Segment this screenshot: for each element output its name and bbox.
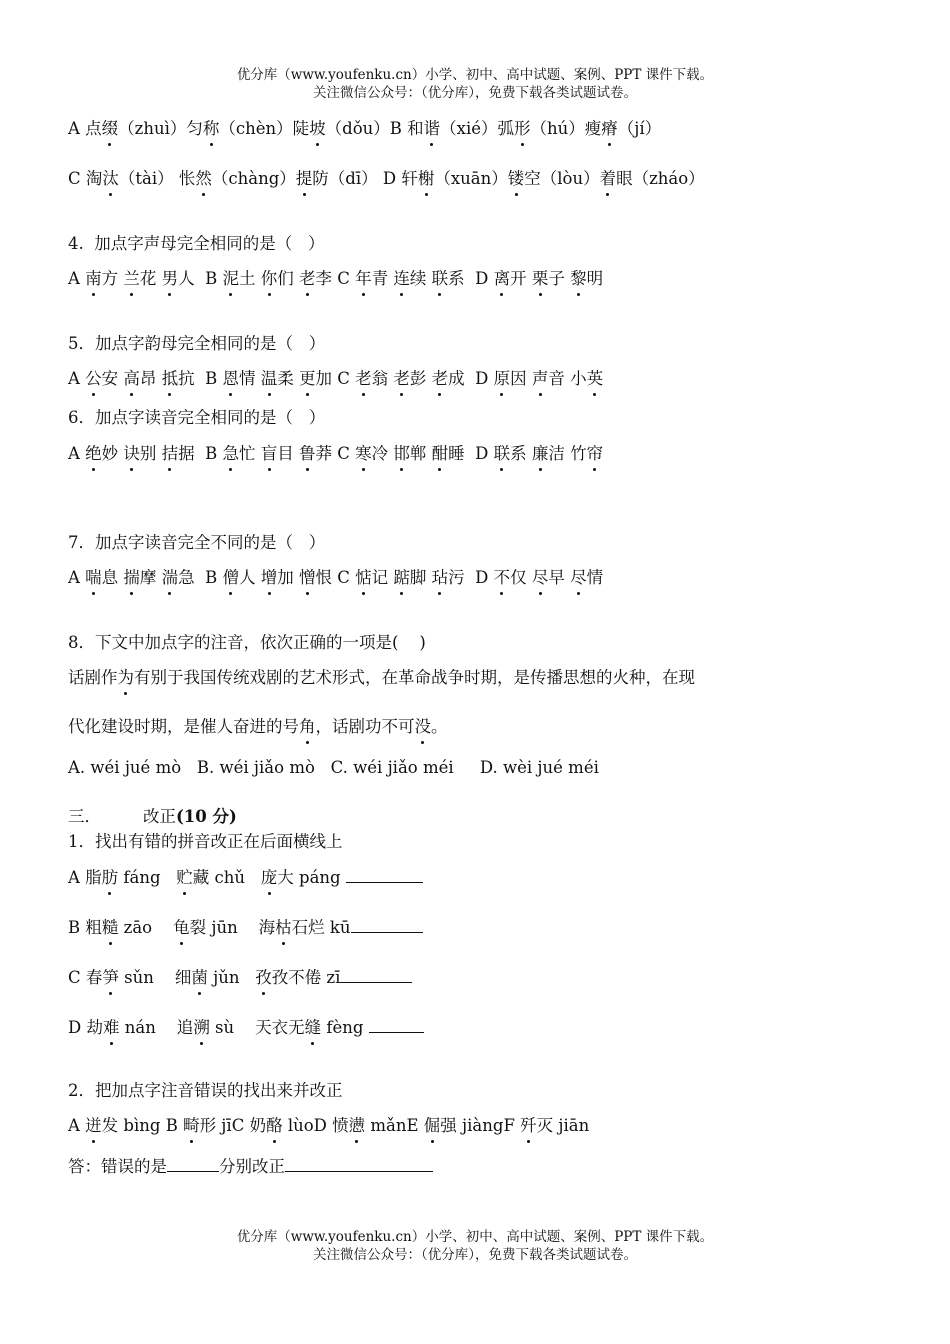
dotted-character: 兰 bbox=[123, 269, 140, 288]
text-run: jǔn bbox=[207, 968, 256, 987]
page-header bbox=[0, 66, 950, 102]
dotted-character: 高 bbox=[123, 369, 140, 388]
dotted-character: 溯 bbox=[193, 1018, 210, 1037]
text-run: A bbox=[68, 119, 86, 138]
text-run: 早 bbox=[548, 568, 571, 587]
dotted-character: 帘 bbox=[586, 444, 604, 463]
dotted-character: 公 bbox=[85, 369, 102, 388]
text-run: C bbox=[68, 169, 86, 188]
text-run: 明 bbox=[586, 269, 604, 288]
text-run: (10 分) bbox=[175, 807, 237, 826]
text-run: 1．找出有错的拼音改正在后面横线上 bbox=[68, 832, 343, 851]
text-run: 人 B bbox=[178, 269, 223, 288]
text-run: 忙 bbox=[239, 444, 261, 463]
dotted-character: 急 bbox=[222, 444, 240, 463]
text-run: 孜不倦 zī bbox=[271, 968, 341, 987]
text-run: 8．下文中加点字的注音，依次正确的一项是( ) bbox=[68, 633, 426, 652]
text-run: 洁 竹 bbox=[548, 444, 587, 463]
text-run: 答：错误的是 bbox=[68, 1157, 167, 1176]
text-run: sù 天衣无 bbox=[209, 1018, 305, 1037]
dotted-character: 坡 bbox=[309, 119, 326, 138]
text-run: 李 C bbox=[315, 269, 356, 288]
text-run: 开 bbox=[510, 269, 532, 288]
text-run: 摩 bbox=[139, 568, 162, 587]
text-run: 加 bbox=[277, 568, 300, 587]
text-run: 方 bbox=[101, 269, 124, 288]
text-run: 系 D bbox=[448, 269, 494, 288]
text-run: 情 bbox=[239, 369, 261, 388]
dotted-character: 温 bbox=[260, 369, 278, 388]
dotted-character: 迸 bbox=[85, 1116, 102, 1135]
text-run: nán 追 bbox=[119, 1018, 194, 1037]
dotted-character: 庞 bbox=[260, 868, 278, 887]
text-run: 5．加点字韵母完全相同的是（ ） bbox=[68, 334, 326, 353]
text-run: fèng bbox=[321, 1018, 369, 1037]
dotted-character: 拮 bbox=[161, 444, 179, 463]
text-run: A bbox=[68, 369, 86, 388]
text-run: 翁 bbox=[371, 369, 394, 388]
dotted-character: 提 bbox=[295, 169, 313, 188]
answer-blank[interactable] bbox=[351, 916, 423, 933]
text-run: C 春 bbox=[68, 968, 103, 987]
text-run: zāo bbox=[118, 918, 174, 937]
text-run: 青 bbox=[371, 269, 394, 288]
text-run: A bbox=[68, 444, 86, 463]
text-run: 仅 bbox=[510, 568, 532, 587]
text-run: 2．把加点字注音错误的找出来并改正 bbox=[68, 1081, 343, 1100]
text-run: A 脂 bbox=[68, 868, 102, 887]
text-run: 情 bbox=[586, 568, 604, 587]
q6-prompt bbox=[68, 407, 325, 429]
q8-choices bbox=[68, 757, 599, 779]
text-run: 眼（zháo） bbox=[616, 169, 705, 188]
dotted-character: 老 bbox=[393, 369, 410, 388]
text-run: 空（lòu） bbox=[524, 169, 600, 188]
dotted-character: 没 bbox=[414, 717, 431, 736]
text-run: 息 bbox=[101, 568, 124, 587]
text-run: 目 bbox=[277, 444, 300, 463]
text-run: 续 bbox=[409, 269, 432, 288]
dotted-character: 谐 bbox=[423, 119, 441, 138]
section-3-q1-d bbox=[68, 1016, 424, 1039]
text-run: 子 bbox=[548, 269, 571, 288]
dotted-character: 尽 bbox=[531, 568, 549, 587]
text-run: （chèn）陡 bbox=[219, 119, 310, 138]
dotted-character: 肪 bbox=[101, 868, 119, 887]
answer-blank[interactable] bbox=[285, 1155, 433, 1172]
q8-prompt bbox=[68, 632, 426, 654]
dotted-character: 诀 bbox=[123, 444, 140, 463]
dotted-character: 尽 bbox=[570, 568, 587, 587]
dotted-character: 着 bbox=[599, 169, 617, 188]
q5-options bbox=[68, 368, 603, 390]
text-run: 记 bbox=[371, 568, 394, 587]
answer-blank[interactable] bbox=[340, 966, 412, 983]
text-run: 莽 C bbox=[315, 444, 356, 463]
dotted-character: 然 bbox=[195, 169, 212, 188]
dotted-character: 喘 bbox=[85, 568, 102, 587]
text-run: 音 小 bbox=[548, 369, 587, 388]
dotted-character: 镂 bbox=[507, 169, 525, 188]
page-footer-line-2: 关注微信公众号：（优分库），免费下载各类试题试卷。 bbox=[313, 1247, 637, 1263]
text-run: 石烂 kū bbox=[291, 918, 351, 937]
text-run: 妙 bbox=[101, 444, 124, 463]
dotted-character: 联 bbox=[493, 444, 511, 463]
text-run: A bbox=[68, 269, 86, 288]
dotted-character: 廉 bbox=[531, 444, 549, 463]
text-run: 藏 chǔ bbox=[192, 868, 261, 887]
dotted-character: 老 bbox=[299, 269, 316, 288]
dotted-character: 酣 bbox=[431, 444, 449, 463]
dotted-character: 懑 bbox=[348, 1116, 366, 1135]
dotted-character: 增 bbox=[260, 568, 278, 587]
dotted-character: 畸 bbox=[183, 1116, 200, 1135]
text-run: 别 bbox=[139, 444, 162, 463]
dotted-character: 笋 bbox=[102, 968, 119, 987]
text-run: 大 páng bbox=[277, 868, 346, 887]
text-run: 有别于我国传统戏剧的艺术形式，在革命战争时期，是传播思想的火种，在现 bbox=[134, 668, 695, 687]
dotted-character: 南 bbox=[85, 269, 102, 288]
q2-options-cd bbox=[68, 168, 705, 190]
text-run: 彭 bbox=[409, 369, 432, 388]
text-run: 恨 C bbox=[315, 568, 356, 587]
dotted-character: 汰 bbox=[102, 169, 119, 188]
q6-options bbox=[68, 443, 603, 465]
text-run: （xuān） bbox=[434, 169, 508, 188]
dotted-character: 盲 bbox=[260, 444, 278, 463]
text-run: （zhuì）匀 bbox=[118, 119, 203, 138]
dotted-character: 龟 bbox=[173, 918, 190, 937]
dotted-character: 歼 bbox=[520, 1116, 537, 1135]
dotted-character: 菌 bbox=[191, 968, 208, 987]
text-run: 分别改正 bbox=[219, 1157, 285, 1176]
text-run: 灭 jiān bbox=[536, 1116, 590, 1135]
dotted-character: 男 bbox=[161, 269, 179, 288]
dotted-character: 你 bbox=[260, 269, 278, 288]
text-run: （dǒu）B 和 bbox=[325, 119, 424, 138]
dotted-character: 为 bbox=[117, 668, 134, 687]
dotted-character: 英 bbox=[586, 369, 604, 388]
text-run: A. wéi jué mò B. wéi jiǎo mò C. wéi jiǎo méi D. wèi jué méi bbox=[68, 758, 599, 777]
q8-passage-line-1 bbox=[68, 667, 695, 689]
text-run: 淘 bbox=[85, 169, 103, 188]
dotted-character: 黎 bbox=[570, 269, 587, 288]
text-run: 形 jīC 奶 bbox=[199, 1116, 267, 1135]
dotted-character: 抵 bbox=[161, 369, 179, 388]
text-run: 昂 bbox=[139, 369, 162, 388]
dotted-character: 年 bbox=[355, 269, 372, 288]
text-run: D 劫 bbox=[68, 1018, 103, 1037]
dotted-character: 不 bbox=[493, 568, 511, 587]
dotted-character: 邯 bbox=[393, 444, 410, 463]
text-run: ，话剧功不可 bbox=[315, 717, 415, 736]
section-3-q1-prompt bbox=[68, 831, 343, 853]
text-run: 脚 bbox=[409, 568, 432, 587]
text-run: 郸 bbox=[409, 444, 432, 463]
text-run: 柔 bbox=[277, 369, 300, 388]
dotted-character: 倔 bbox=[423, 1116, 441, 1135]
text-run: 人 bbox=[239, 568, 261, 587]
text-run: 点 bbox=[85, 119, 102, 138]
q7-options bbox=[68, 567, 603, 589]
dotted-character: 寒 bbox=[355, 444, 372, 463]
text-run: 发 bìng B bbox=[101, 1116, 184, 1135]
answer-blank[interactable] bbox=[167, 1155, 219, 1172]
text-run: 系 bbox=[510, 444, 532, 463]
dotted-character: 玷 bbox=[431, 568, 449, 587]
dotted-character: 称 bbox=[202, 119, 220, 138]
dotted-character: 原 bbox=[493, 369, 511, 388]
text-run: （xié）弧 bbox=[440, 119, 515, 138]
text-run: 冷 bbox=[371, 444, 394, 463]
dotted-character: 糙 bbox=[101, 918, 119, 937]
section-3-q1-c bbox=[68, 966, 412, 989]
dotted-character: 湍 bbox=[161, 568, 179, 587]
dotted-character: 惦 bbox=[355, 568, 372, 587]
text-run: 7．加点字读音完全不同的是（ ） bbox=[68, 533, 326, 552]
text-run: 土 bbox=[239, 269, 261, 288]
dotted-character: 老 bbox=[431, 369, 449, 388]
section-3-q1-a bbox=[68, 866, 423, 889]
text-run: 加 C bbox=[315, 369, 356, 388]
text-run: 三． 改正 bbox=[68, 807, 176, 826]
section-3-q2-items bbox=[68, 1115, 589, 1137]
dotted-character: 泥 bbox=[222, 269, 240, 288]
page-footer bbox=[0, 1228, 950, 1264]
dotted-character: 酪 bbox=[266, 1116, 283, 1135]
text-run: 污 D bbox=[448, 568, 494, 587]
dotted-character: 贮 bbox=[176, 868, 193, 887]
page-footer-line-1: 优分库（www.youfenku.cn）小学、初中、高中试题、案例、PPT 课件下载。 bbox=[236, 1229, 714, 1245]
dotted-character: 栗 bbox=[531, 269, 549, 288]
answer-blank[interactable] bbox=[369, 1016, 424, 1033]
text-run: 防（dī） D 轩 bbox=[312, 169, 418, 188]
text-run: （chàng） bbox=[211, 169, 296, 188]
text-run: mǎnE bbox=[365, 1116, 424, 1135]
q5-prompt bbox=[68, 333, 325, 355]
dotted-character: 联 bbox=[431, 269, 449, 288]
text-run: 4. 加点字声母完全相同的是（ ） bbox=[68, 234, 325, 253]
text-run: 代化建设时期，是催人奋进的号 bbox=[68, 717, 299, 736]
text-run: （tài） 怅 bbox=[118, 169, 196, 188]
dotted-character: 缀 bbox=[101, 119, 119, 138]
text-run: fáng bbox=[118, 868, 177, 887]
text-run: 抗 B bbox=[178, 369, 223, 388]
text-run: 话剧作 bbox=[68, 668, 118, 687]
page-header-line-1: 优分库（www.youfenku.cn）小学、初中、高中试题、案例、PPT 课件下载。 bbox=[236, 67, 714, 83]
text-run: 强 jiàngF bbox=[440, 1116, 521, 1135]
dotted-character: 瘠 bbox=[601, 119, 618, 138]
dotted-character: 离 bbox=[493, 269, 511, 288]
dotted-character: 形 bbox=[514, 119, 531, 138]
text-run: 据 B bbox=[178, 444, 223, 463]
text-run: 。 bbox=[431, 717, 448, 736]
dotted-character: 绝 bbox=[85, 444, 102, 463]
dotted-character: 角 bbox=[299, 717, 316, 736]
text-run: A bbox=[68, 568, 86, 587]
dotted-character: 僧 bbox=[222, 568, 240, 587]
q8-passage-line-2 bbox=[68, 716, 448, 738]
text-run: B 粗 bbox=[68, 918, 102, 937]
text-run: 急 B bbox=[178, 568, 223, 587]
dotted-character: 老 bbox=[355, 369, 372, 388]
q7-prompt bbox=[68, 532, 325, 554]
text-run: 花 bbox=[139, 269, 162, 288]
text-run: 们 bbox=[277, 269, 300, 288]
dotted-character: 鲁 bbox=[299, 444, 316, 463]
dotted-character: 揣 bbox=[123, 568, 140, 587]
section-3-q2-prompt bbox=[68, 1080, 343, 1102]
text-run: 因 bbox=[510, 369, 532, 388]
text-run: 裂 jūn 海 bbox=[189, 918, 276, 937]
text-run: （jí） bbox=[617, 119, 662, 138]
section-3-q1-b bbox=[68, 916, 423, 939]
q2-options-ab bbox=[68, 118, 661, 140]
text-run: 睡 D bbox=[448, 444, 494, 463]
section-3-q2-answer bbox=[68, 1155, 433, 1178]
page-header-line-2: 关注微信公众号：（优分库），免费下载各类试题试卷。 bbox=[313, 85, 637, 101]
dotted-character: 难 bbox=[102, 1018, 120, 1037]
answer-blank[interactable] bbox=[346, 866, 423, 883]
q4-options bbox=[68, 268, 603, 290]
dotted-character: 声 bbox=[531, 369, 549, 388]
text-run: sǔn 细 bbox=[118, 968, 192, 987]
text-run: 安 bbox=[101, 369, 124, 388]
text-run: 成 D bbox=[448, 369, 494, 388]
dotted-character: 缝 bbox=[304, 1018, 322, 1037]
dotted-character: 孜 bbox=[255, 968, 272, 987]
section-3-heading bbox=[68, 806, 237, 828]
dotted-character: 踮 bbox=[393, 568, 410, 587]
dotted-character: 榭 bbox=[417, 169, 435, 188]
dotted-character: 连 bbox=[393, 269, 410, 288]
text-run: A bbox=[68, 1116, 86, 1135]
dotted-character: 枯 bbox=[275, 918, 292, 937]
dotted-character: 恩 bbox=[222, 369, 240, 388]
text-run: 6．加点字读音完全相同的是（ ） bbox=[68, 408, 326, 427]
q4-prompt bbox=[68, 233, 324, 255]
text-run: lùoD 愤 bbox=[282, 1116, 349, 1135]
dotted-character: 更 bbox=[299, 369, 316, 388]
text-run: （hú）瘦 bbox=[530, 119, 602, 138]
dotted-character: 憎 bbox=[299, 568, 316, 587]
